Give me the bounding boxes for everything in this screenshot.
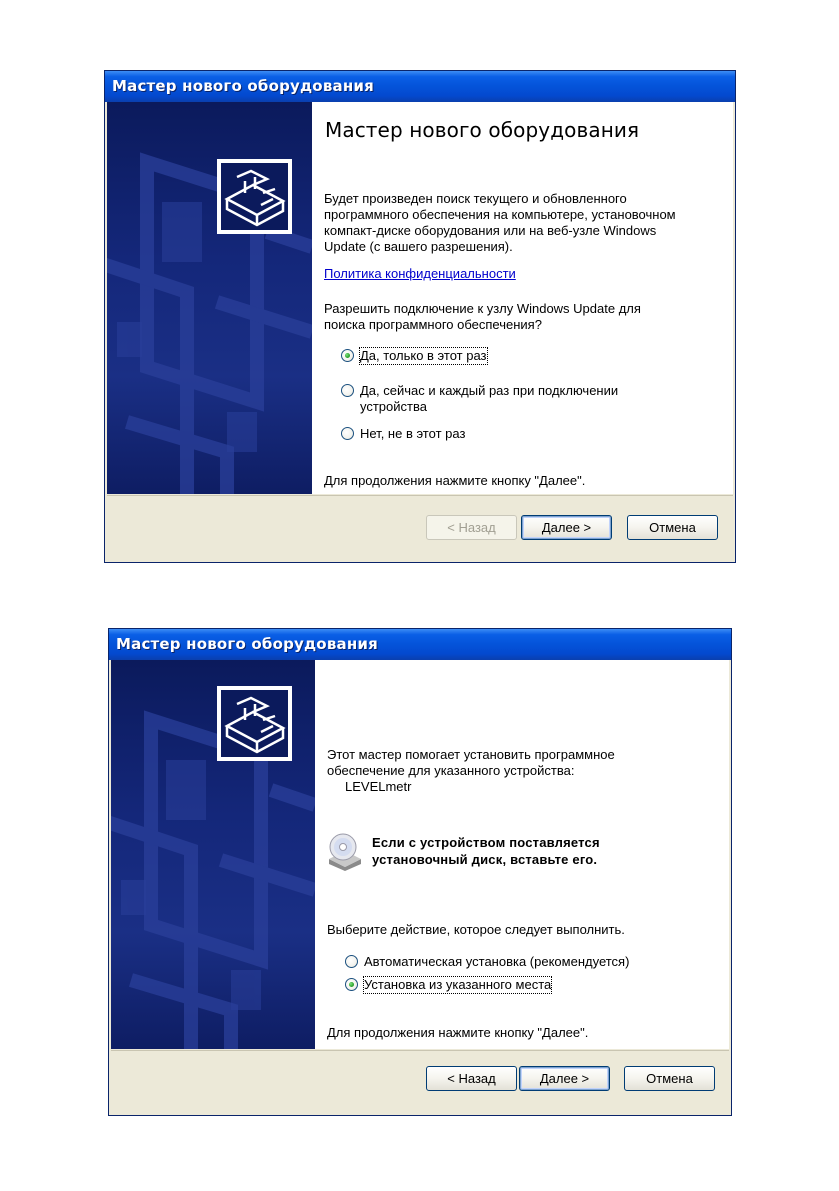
continue-hint: Для продолжения нажмите кнопку "Далее".	[327, 1025, 589, 1040]
wizard-side-banner	[107, 102, 312, 494]
radio-label	[360, 383, 618, 415]
intro-line-1: Этот мастер помогает установить программное	[327, 747, 615, 762]
radio-button[interactable]	[341, 349, 354, 362]
radio-button[interactable]	[345, 978, 358, 991]
hardware-wizard-icon	[217, 686, 292, 761]
device-name: LEVELmetr	[345, 779, 412, 794]
cancel-button[interactable]: Отмена	[627, 515, 718, 540]
intro-line-1: Будет произведен поиск текущего и обновленного	[324, 191, 627, 206]
hardware-wizard-dialog-2	[108, 628, 732, 1116]
next-button[interactable]: Далее >	[521, 515, 612, 540]
question-line-2: поиска программного обеспечения?	[324, 317, 542, 332]
continue-hint: Для продолжения нажмите кнопку "Далее".	[324, 473, 586, 488]
back-button[interactable]: < Назад	[426, 1066, 517, 1091]
radio-button[interactable]	[341, 427, 354, 440]
intro-line-4: Update (с вашего разрешения).	[324, 239, 513, 254]
cd-notice	[327, 831, 600, 871]
radio-label: Да, только в этот раз	[360, 348, 487, 363]
window-title[interactable]: Мастер нового оборудования	[105, 71, 735, 102]
button-bar	[107, 495, 733, 560]
hardware-wizard-icon	[217, 159, 292, 234]
radio-option-auto-install[interactable]	[345, 954, 629, 970]
radio-label: Автоматическая установка (рекомендуется)	[364, 954, 630, 969]
radio-label-line-1: Да, сейчас и каждый раз при подключении	[360, 383, 619, 398]
radio-label-line-2: устройства	[360, 399, 427, 414]
back-button[interactable]: < Назад	[426, 515, 517, 540]
intro-line-3: компакт-диске оборудования или на веб-узле Windows	[324, 223, 657, 238]
radio-option-no[interactable]	[341, 426, 465, 442]
cd-notice-line-2: установочный диск, вставьте его.	[372, 852, 598, 867]
intro-line-2: обеспечение для указанного устройства:	[327, 763, 575, 778]
wizard-side-banner	[111, 660, 315, 1049]
privacy-policy-link[interactable]: Политика конфиденциальности	[324, 266, 516, 281]
radio-label: Нет, не в этот раз	[360, 426, 466, 441]
next-button[interactable]: Далее >	[519, 1066, 610, 1091]
cd-notice-text	[372, 834, 600, 868]
cd-drive-icon	[327, 831, 363, 871]
window-title[interactable]: Мастер нового оборудования	[109, 629, 731, 660]
hardware-wizard-dialog-1	[104, 70, 736, 563]
choose-action-text: Выберите действие, которое следует выполнить.	[327, 922, 625, 937]
intro-line-2: программного обеспечения на компьютере, установочном	[324, 207, 676, 222]
wizard-content	[312, 102, 733, 494]
wizard-content	[315, 660, 729, 1049]
radio-button[interactable]	[345, 955, 358, 968]
question-line-1: Разрешить подключение к узлу Windows Update для	[324, 301, 641, 316]
cancel-button[interactable]: Отмена	[624, 1066, 715, 1091]
page-title: Мастер нового оборудования	[325, 118, 640, 142]
radio-option-once[interactable]	[341, 348, 487, 364]
radio-option-always[interactable]	[341, 383, 618, 415]
radio-button[interactable]	[341, 384, 354, 397]
radio-option-install-from-location[interactable]	[345, 977, 551, 993]
cd-notice-line-1: Если с устройством поставляется	[372, 835, 600, 850]
radio-label: Установка из указанного места	[364, 977, 552, 992]
button-bar	[111, 1050, 729, 1113]
